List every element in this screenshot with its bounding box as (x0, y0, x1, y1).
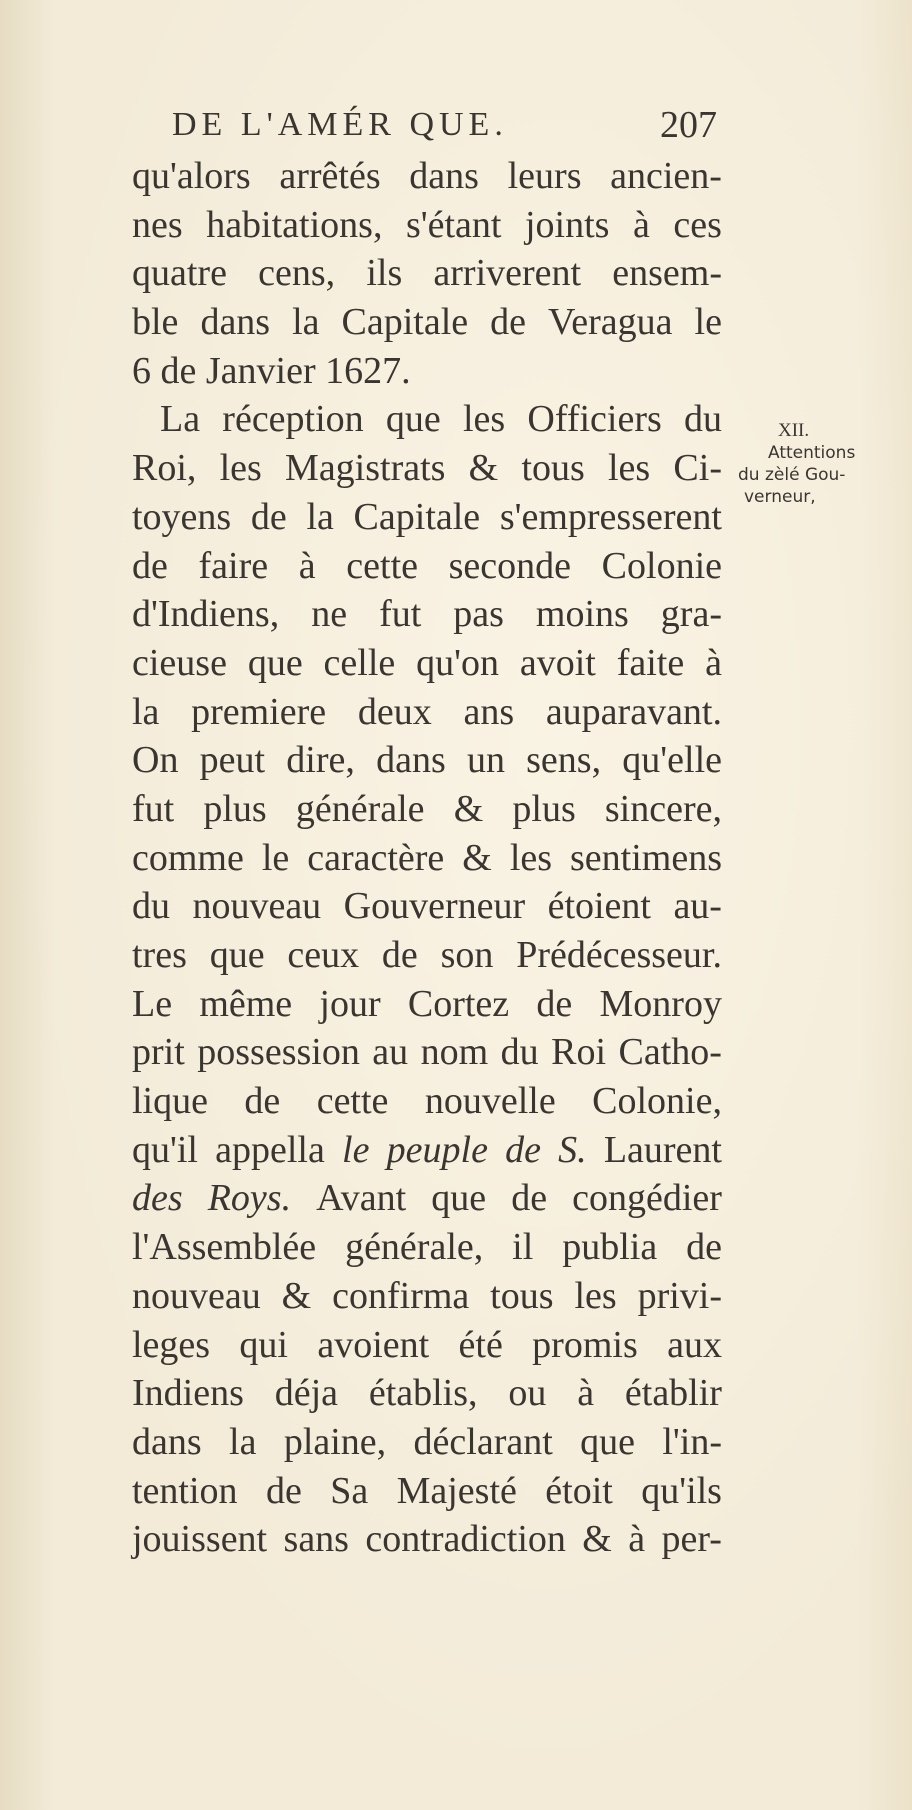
running-head (172, 100, 717, 150)
body-line: du nouveau Gouverneur étoient au- (132, 885, 722, 928)
body-line: qu'alors arrêtés dans leurs ancien- (132, 155, 722, 197)
body-line: prit possession au nom du Roi Catho- (132, 1031, 722, 1074)
body-line: 6 de Janvier 1627. (132, 349, 411, 392)
body-line: quatre cens, ils arriverent ensem- (132, 252, 722, 295)
body-line: l'Assemblée générale, il publia de (132, 1226, 722, 1269)
body-line: Roi, les Magistrats & tous les Ci- (132, 447, 722, 490)
marginal-note-line: Attentions (768, 443, 856, 463)
page-number: 207 (660, 104, 717, 146)
body-line: La réception que les Officiers du (160, 398, 722, 441)
body-line: jouissent sans contradiction & à per- (132, 1518, 722, 1561)
body-line: la premiere deux ans auparavant. (132, 690, 722, 733)
running-title: DE L'AMÉR QUE. (172, 106, 508, 143)
body-line: nouveau & confirma tous les privi- (132, 1274, 722, 1317)
body-line: de faire à cette seconde Colonie (132, 544, 722, 587)
body-line: ble dans la Capitale de Veragua le (132, 301, 722, 344)
body-line: dans la plaine, déclarant que l'in- (132, 1420, 722, 1463)
body-line: nes habitations, s'étant joints à ces (132, 203, 722, 246)
body-line: leges qui avoient été promis aux (132, 1323, 722, 1366)
marginal-note (730, 420, 912, 508)
body-line: comme le caractère & les sentimens (132, 836, 722, 879)
body-line: qu'il appella le peuple de S. Laurent (132, 1128, 722, 1171)
body-line: tention de Sa Majesté étoit qu'ils (132, 1469, 722, 1512)
body-line: cieuse que celle qu'on avoit faite à (132, 641, 722, 684)
body-line: On peut dire, dans un sens, qu'elle (132, 739, 722, 782)
marginal-note-number: XII. (778, 420, 810, 441)
body-line: lique de cette nouvelle Colonie, (132, 1080, 722, 1123)
body-line: Le même jour Cortez de Monroy (132, 982, 722, 1025)
marginal-note-line: du zèlé Gou- (738, 465, 846, 485)
body-line: fut plus générale & plus sincere, (132, 787, 722, 830)
body-text (132, 152, 722, 1564)
body-line: d'Indiens, ne fut pas moins gra- (132, 593, 722, 636)
body-line: toyens de la Capitale s'empresserent (132, 495, 722, 538)
marginal-note-line: verneur, (744, 487, 816, 507)
body-line: tres que ceux de son Prédécesseur. (132, 934, 722, 976)
body-line: Indiens déja établis, ou à établir (132, 1372, 722, 1415)
body-line: des Roys. Avant que de congédier (132, 1177, 722, 1220)
